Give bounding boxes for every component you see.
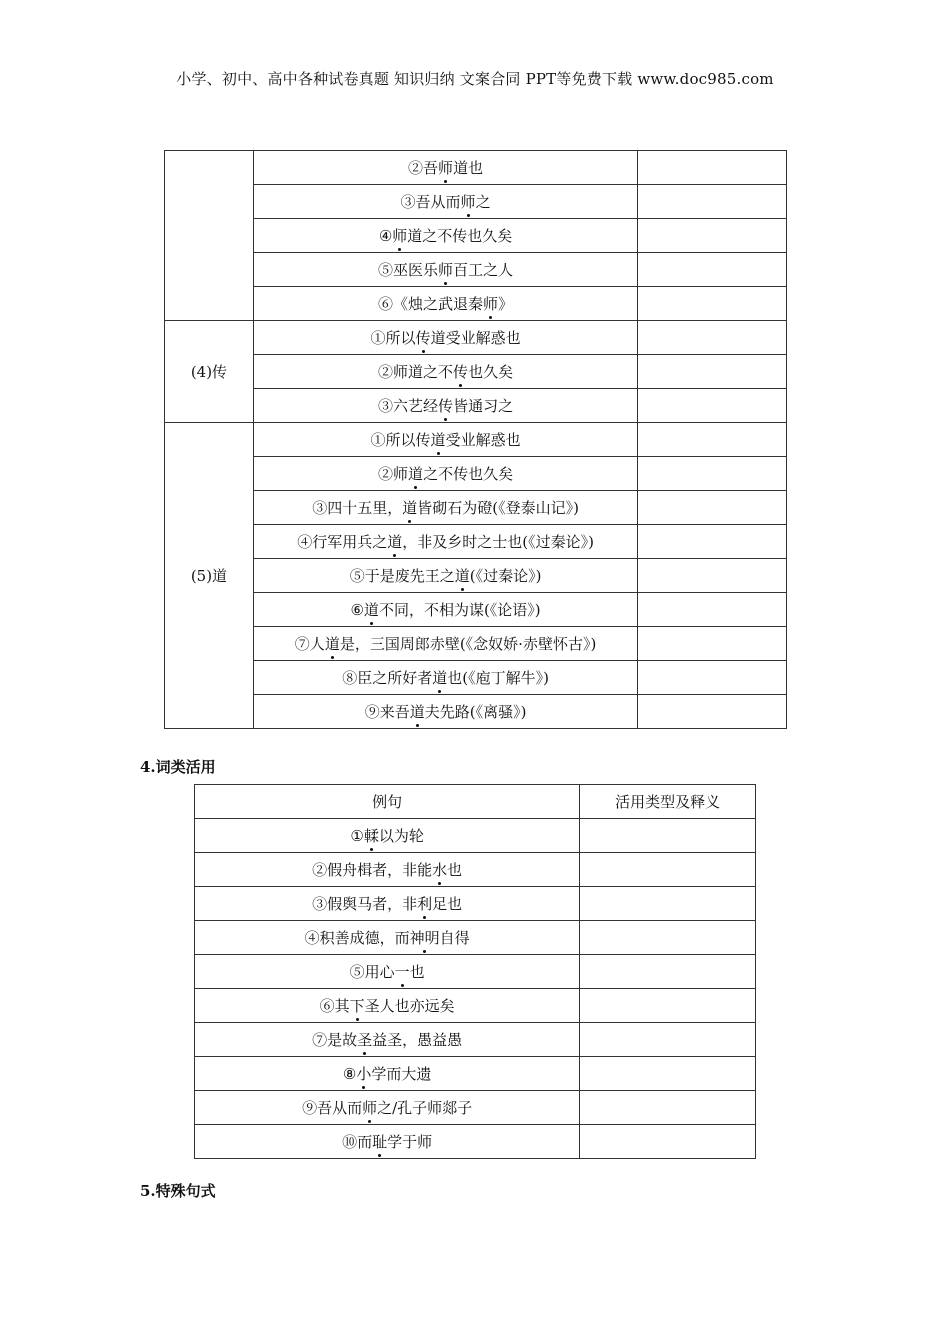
example-sentence — [195, 887, 580, 921]
emphasized-char: 圣 — [357, 1031, 373, 1049]
table-row — [165, 627, 787, 661]
example-sentence — [253, 185, 637, 219]
example-sentence — [253, 525, 637, 559]
example-sentence — [253, 593, 637, 627]
example-sentence — [253, 491, 637, 525]
example-sentence — [253, 627, 637, 661]
emphasized-char: 师 — [483, 295, 499, 313]
example-sentence — [195, 1091, 580, 1125]
emphasized-char: 道 — [324, 635, 340, 653]
sentence-text: ⑩而 — [342, 1133, 373, 1151]
example-sentence — [195, 1023, 580, 1057]
answer-blank — [638, 185, 787, 219]
answer-blank — [638, 695, 787, 729]
emphasized-char: 道 — [432, 669, 448, 687]
answer-blank — [638, 491, 787, 525]
sentence-text: ⑦是故 — [312, 1031, 358, 1049]
sentence-text: ⑧ — [342, 1065, 357, 1083]
answer-blank — [638, 457, 787, 491]
example-sentence — [195, 819, 580, 853]
answer-blank — [580, 1057, 756, 1091]
table-row — [195, 1023, 756, 1057]
example-sentence — [195, 853, 580, 887]
example-sentence — [195, 955, 580, 989]
table-row — [165, 695, 787, 729]
example-sentence — [253, 661, 637, 695]
section-5-title: 5.特殊句式 — [140, 1182, 216, 1200]
answer-blank — [580, 1125, 756, 1159]
sentence-text: 之 — [475, 193, 491, 211]
example-sentence — [195, 921, 580, 955]
sentence-text: ⑥《烛之武退秦 — [378, 295, 484, 313]
answer-blank — [580, 853, 756, 887]
sentence-text: ③吾从而 — [400, 193, 461, 211]
word-usage-table — [194, 784, 756, 1159]
sentence-text: 之不传也久矣 — [423, 465, 514, 483]
table-row — [165, 593, 787, 627]
sentence-text: 学而大遗 — [371, 1065, 432, 1083]
sentence-text: 道也 — [453, 159, 484, 177]
sentence-text: ④ — [378, 227, 393, 245]
sentence-text: 皆通习之 — [453, 397, 514, 415]
example-sentence — [195, 989, 580, 1023]
emphasized-char: 利 — [417, 895, 433, 913]
sentence-text: ②吾 — [408, 159, 439, 177]
sentence-text: ⑨吾从而 — [302, 1099, 363, 1117]
emphasized-char: 水 — [432, 861, 448, 879]
emphasized-char: 神明 — [409, 929, 440, 947]
header-example: 例句 — [195, 785, 580, 819]
header-usage-type: 活用类型及释义 — [580, 785, 756, 819]
example-sentence — [253, 321, 637, 355]
sentence-text: 不同，不相为谋(《论语》) — [378, 601, 541, 619]
sentence-text: 以为轮 — [378, 827, 424, 845]
table-row — [165, 253, 787, 287]
table-row — [195, 887, 756, 921]
sentence-text: ②师 — [378, 465, 409, 483]
example-sentence — [253, 253, 637, 287]
sentence-text: 道受业解惑也 — [430, 329, 521, 347]
example-sentence — [253, 151, 637, 185]
sentence-text: ⑥ — [350, 601, 364, 619]
answer-blank — [580, 989, 756, 1023]
table-row — [165, 219, 787, 253]
table-row — [165, 321, 787, 355]
sentence-text: ③六艺经 — [378, 397, 439, 415]
emphasized-char: 道 — [387, 533, 403, 551]
sentence-text: ①所以 — [370, 329, 416, 347]
emphasized-char: 师 — [460, 193, 476, 211]
sentence-text: 百工之人 — [453, 261, 514, 279]
table-row — [195, 955, 756, 989]
emphasized-char: 师 — [392, 227, 408, 245]
table-row — [195, 1125, 756, 1159]
answer-blank — [638, 627, 787, 661]
example-sentence — [253, 355, 637, 389]
emphasized-char: 传 — [415, 329, 431, 347]
page-header: 小学、初中、高中各种试卷真题 知识归纳 文案合同 PPT等免费下载 www.doc985.com — [176, 70, 774, 88]
answer-blank — [638, 219, 787, 253]
example-sentence — [253, 423, 637, 457]
sentence-text: ②假舟楫者，非能 — [312, 861, 433, 879]
sentence-text: 道之不传也久矣 — [407, 227, 513, 245]
emphasized-char: 道 — [408, 465, 424, 483]
table-row — [165, 151, 787, 185]
sentence-text: ④积善成德，而 — [304, 929, 410, 947]
sentence-text: ，非及乡时之士也(《过秦论》) — [402, 533, 594, 551]
table-row — [165, 491, 787, 525]
sentence-text: ①所以传 — [370, 431, 431, 449]
section-4-title: 4.词类活用 — [140, 758, 216, 776]
sentence-text: 自得 — [439, 929, 470, 947]
answer-blank — [580, 921, 756, 955]
table-row — [165, 423, 787, 457]
answer-blank — [638, 593, 787, 627]
sentence-text: ③四十五里， — [312, 499, 403, 517]
sentence-text: ②师道之不 — [378, 363, 454, 381]
sentence-text: 夫先路(《离骚》) — [424, 703, 527, 721]
table-row — [165, 559, 787, 593]
answer-blank — [638, 321, 787, 355]
answer-blank — [580, 1023, 756, 1057]
emphasized-char: 传 — [453, 363, 469, 381]
word-label: (5)道 — [165, 423, 254, 729]
answer-blank — [638, 287, 787, 321]
sentence-text: ⑤用心 — [349, 963, 395, 981]
example-sentence — [195, 1125, 580, 1159]
answer-blank — [638, 389, 787, 423]
sentence-text: 益圣，愚益愚 — [372, 1031, 463, 1049]
answer-blank — [638, 423, 787, 457]
sentence-text: ⑨来吾 — [364, 703, 410, 721]
table-row — [165, 661, 787, 695]
sentence-text: ④行军用兵之 — [297, 533, 388, 551]
sentence-text: ③假舆马者，非 — [312, 895, 418, 913]
emphasized-char: 一 — [394, 963, 410, 981]
emphasized-char: 师 — [362, 1099, 378, 1117]
example-sentence — [253, 695, 637, 729]
emphasized-char: 道 — [454, 567, 470, 585]
table-row — [165, 457, 787, 491]
sentence-text: 学于师 — [387, 1133, 433, 1151]
table-row — [195, 921, 756, 955]
example-sentence — [253, 559, 637, 593]
sentence-text: ⑥其 — [319, 997, 350, 1015]
table-row — [195, 1091, 756, 1125]
answer-blank — [638, 525, 787, 559]
word-label — [165, 151, 254, 321]
table-row — [165, 185, 787, 219]
table-row — [165, 525, 787, 559]
table-row — [195, 853, 756, 887]
emphasized-char: 耻 — [372, 1133, 388, 1151]
table-row — [165, 287, 787, 321]
emphasized-char: 道 — [430, 431, 446, 449]
example-sentence — [253, 389, 637, 423]
answer-blank — [580, 819, 756, 853]
emphasized-char: 师 — [438, 261, 454, 279]
sentence-text: 圣人也亦远矣 — [364, 997, 455, 1015]
sentence-text: 》 — [498, 295, 514, 313]
table-row — [165, 355, 787, 389]
sentence-text: 也 — [447, 861, 463, 879]
emphasized-char: 下 — [349, 997, 365, 1015]
sentence-text: 也 — [409, 963, 425, 981]
example-sentence — [253, 287, 637, 321]
sentence-text: 是，三国周郎赤壁(《念奴娇·赤壁怀古》) — [339, 635, 597, 653]
sentence-text: 也(《庖丁解牛》) — [447, 669, 549, 687]
sentence-text: ⑤巫医乐 — [378, 261, 439, 279]
answer-blank — [638, 253, 787, 287]
vocab-table — [164, 150, 787, 729]
emphasized-char: 传 — [438, 397, 454, 415]
example-sentence — [253, 219, 637, 253]
answer-blank — [638, 559, 787, 593]
emphasized-char: 輮 — [363, 827, 379, 845]
emphasized-char: 道 — [409, 703, 425, 721]
sentence-text: ⑧臣之所好者 — [342, 669, 433, 687]
answer-blank — [638, 151, 787, 185]
emphasized-char: 道 — [363, 601, 379, 619]
word-label: (4)传 — [165, 321, 254, 423]
example-sentence — [253, 457, 637, 491]
emphasized-char: 道 — [402, 499, 418, 517]
sentence-text: 皆砌石为磴(《登泰山记》) — [417, 499, 579, 517]
table-row — [195, 1057, 756, 1091]
sentence-text: ⑦人 — [294, 635, 325, 653]
table-row — [165, 389, 787, 423]
sentence-text: ① — [350, 827, 364, 845]
sentence-text: 也久矣 — [468, 363, 514, 381]
table-row — [195, 819, 756, 853]
answer-blank — [638, 355, 787, 389]
table-row — [195, 989, 756, 1023]
emphasized-char: 小 — [356, 1065, 372, 1083]
answer-blank — [580, 955, 756, 989]
answer-blank — [580, 887, 756, 921]
example-sentence — [195, 1057, 580, 1091]
answer-blank — [580, 1091, 756, 1125]
sentence-text: (《过秦论》) — [469, 567, 542, 585]
sentence-text: ⑤于是废先王之 — [349, 567, 455, 585]
sentence-text: 足也 — [432, 895, 463, 913]
sentence-text: 之/孔子师郯子 — [377, 1099, 473, 1117]
sentence-text: 受业解惑也 — [445, 431, 521, 449]
answer-blank — [638, 661, 787, 695]
emphasized-char: 师 — [438, 159, 454, 177]
